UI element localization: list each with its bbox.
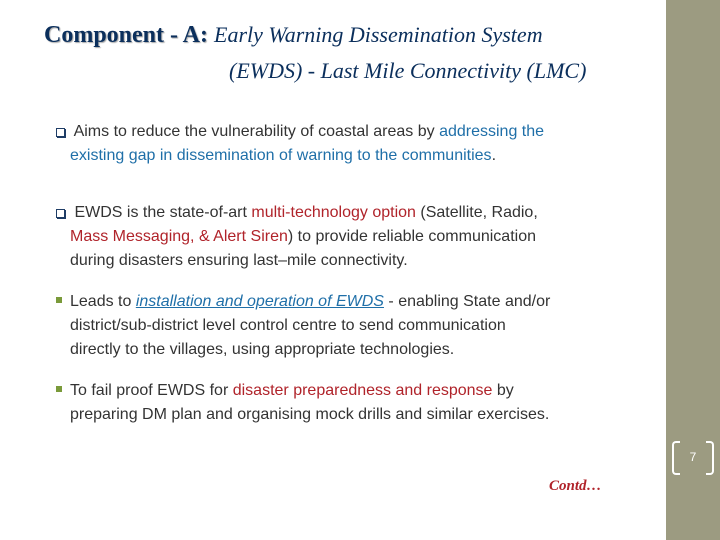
checkbox-bullet-icon [56, 209, 65, 218]
bullet-fail-proof: To fail proof EWDS for disaster preparedness and response by preparing DM plan and organising mock drills and similar exercises. [56, 379, 636, 427]
continued-label: Contd… [549, 478, 602, 494]
page-number: 7 [689, 450, 697, 464]
sidebar-divider [664, 0, 666, 540]
bullet-leads-to: Leads to installation and operation of EWDS - enabling State and/or district/sub-district level control centre to send communication directly to the villages, using appropriate technologies. [56, 290, 636, 362]
slide-title [44, 22, 543, 49]
square-bullet-icon [56, 386, 62, 392]
title-italic-line2: (EWDS) - Last Mile Connectivity (LMC) [229, 58, 587, 83]
installation-link[interactable]: installation and operation of EWDS [135, 293, 384, 310]
bracket-right-icon [706, 441, 714, 475]
square-bullet-icon [56, 297, 62, 303]
checkbox-bullet-icon [56, 128, 65, 137]
bullet-aims: Aims to reduce the vulnerability of coastal areas by addressing the existing gap in dissemination of warning to the communities. [56, 120, 636, 168]
bullet-ewds-state-of-art: EWDS is the state-of-art multi-technology option (Satellite, Radio, Mass Messaging, & Alert Siren) to provide reliable communication during disasters ensuring last–mile connectivity. [56, 201, 636, 273]
page-number-badge [672, 441, 714, 475]
title-italic-line1: Early Warning Dissemination System [214, 22, 543, 47]
title-component-label: Component - A: [44, 22, 209, 48]
